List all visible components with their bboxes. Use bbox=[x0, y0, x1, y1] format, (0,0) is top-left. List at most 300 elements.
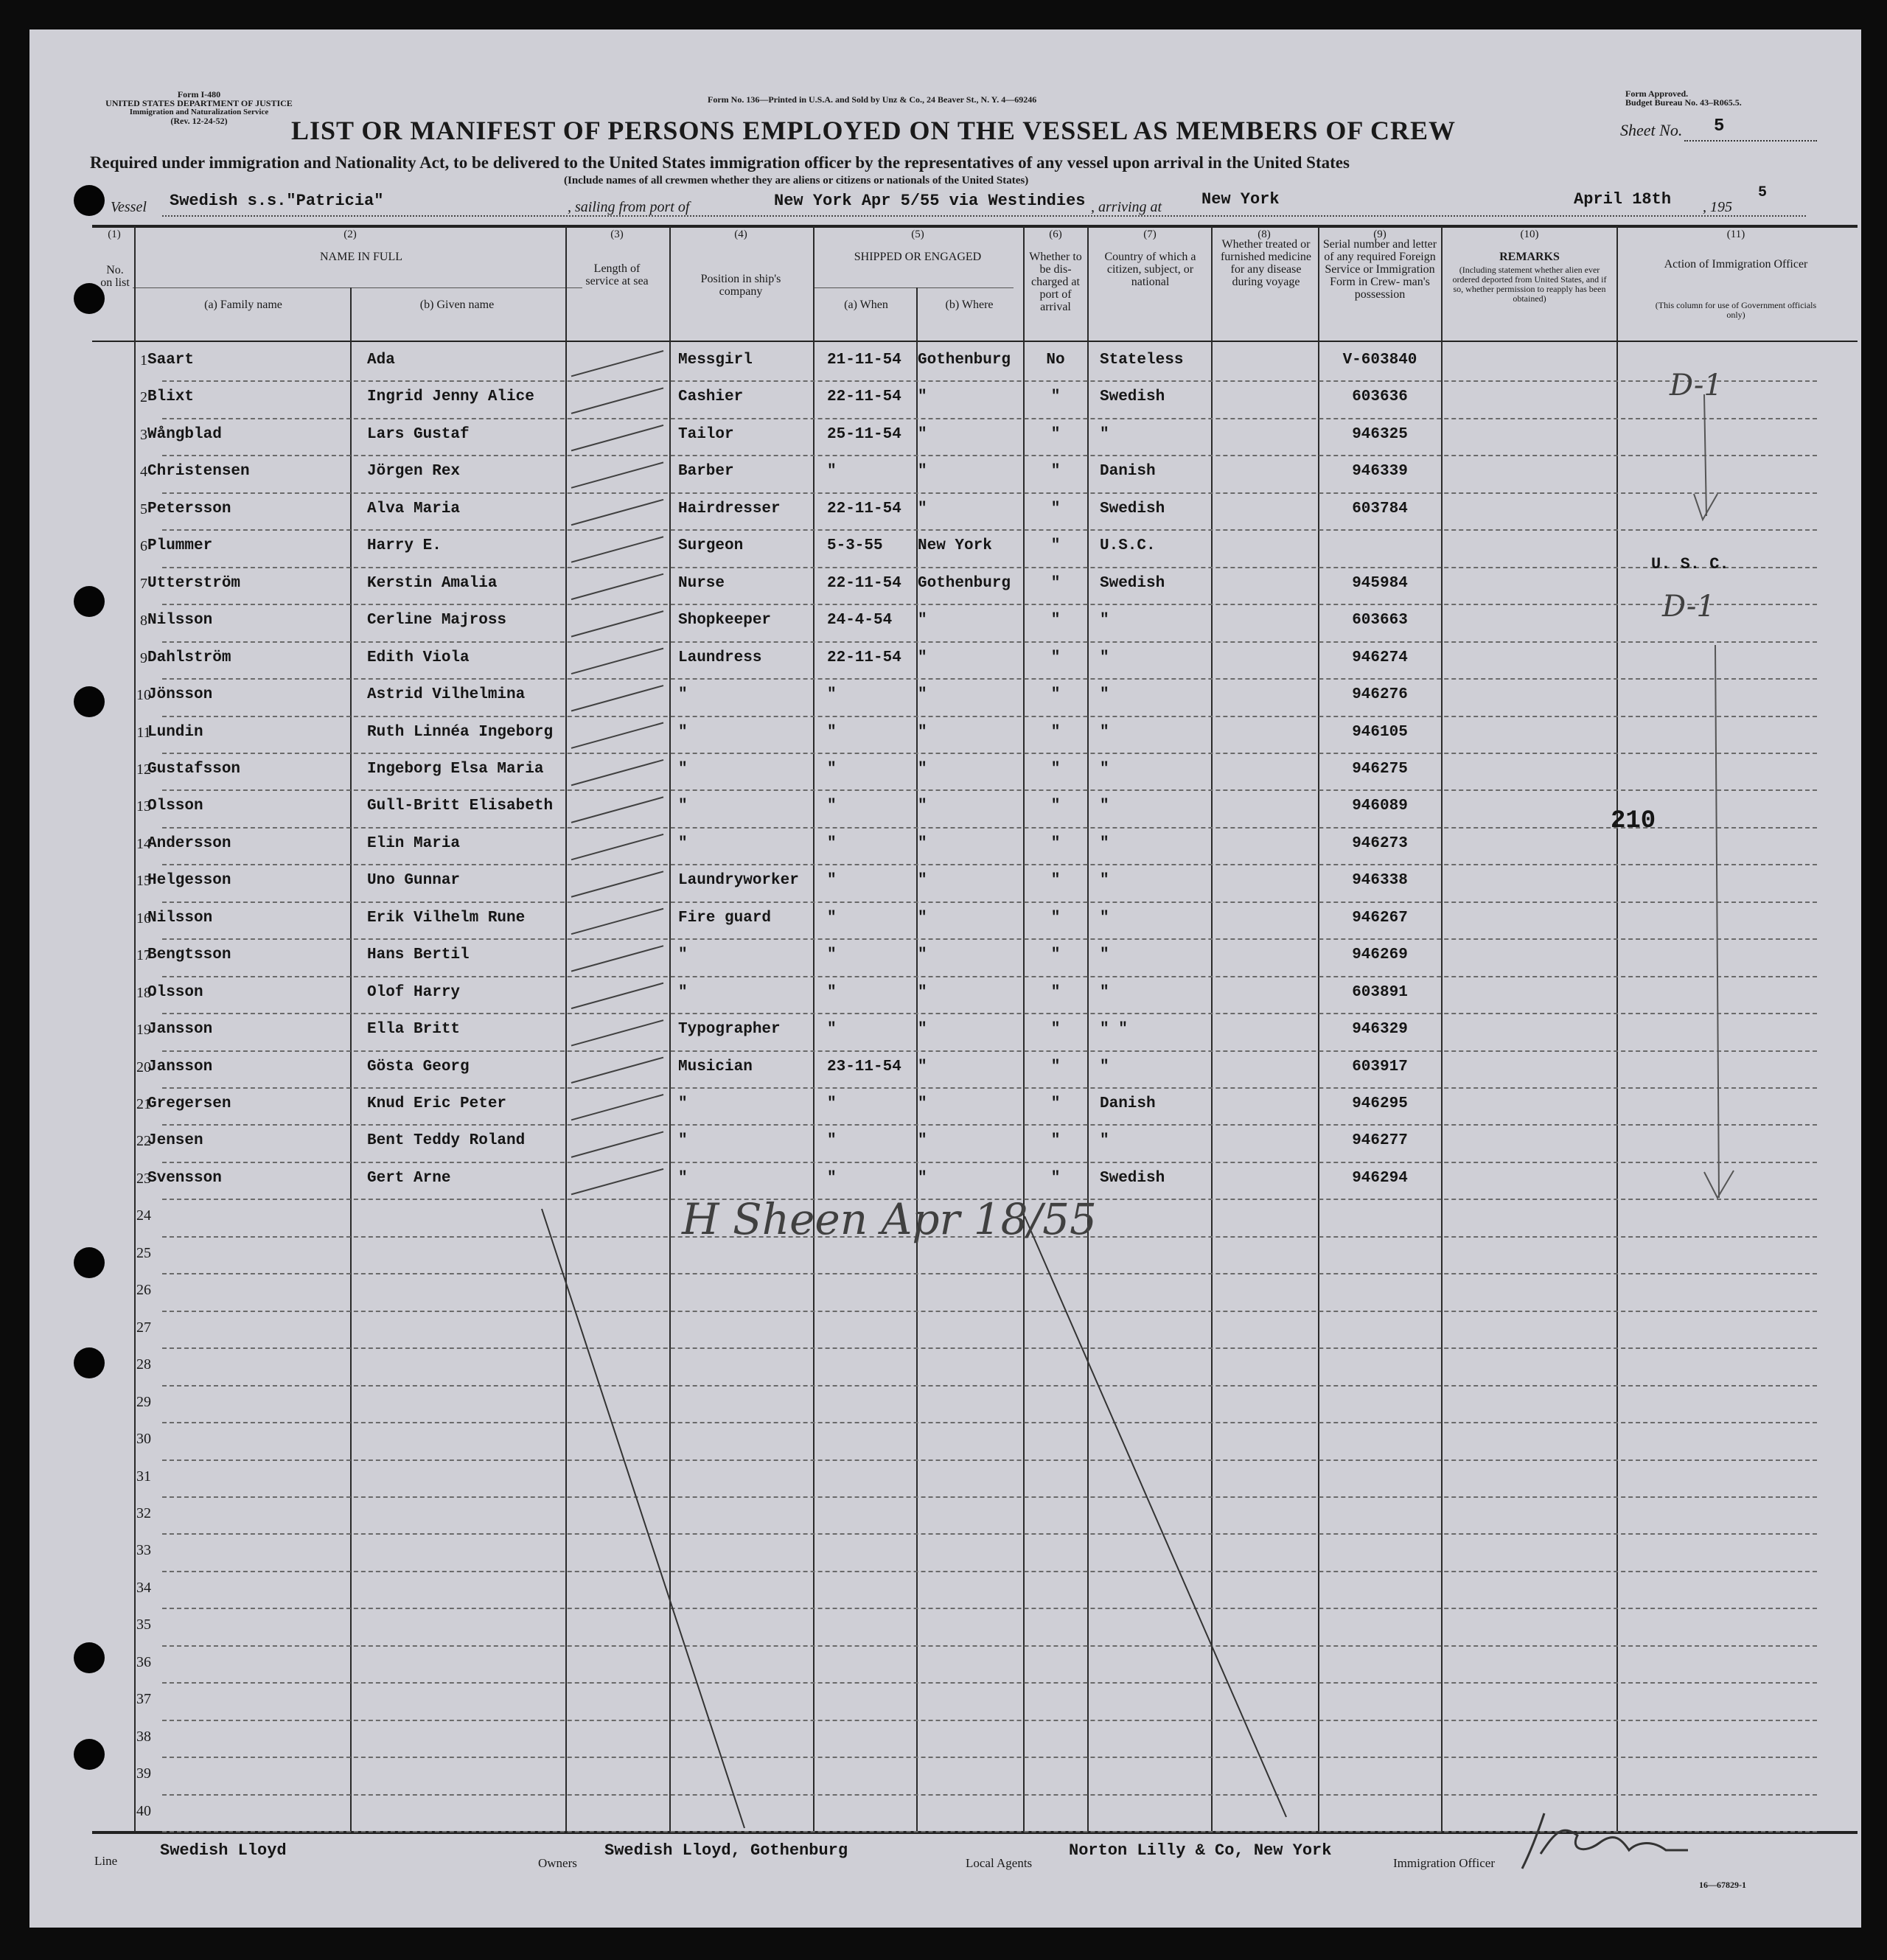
vessel-label: Vessel bbox=[111, 199, 147, 215]
cell-disch: " bbox=[1050, 425, 1061, 443]
row-number: 32 bbox=[136, 1504, 151, 1521]
row-number: 11 bbox=[136, 724, 151, 741]
cell-country: Swedish bbox=[1100, 388, 1165, 406]
header-given-name: (b) Given name bbox=[419, 299, 495, 311]
row-number: 33 bbox=[136, 1542, 151, 1559]
cell-position: Musician bbox=[678, 1058, 753, 1075]
binder-hole bbox=[74, 1739, 105, 1770]
cell-where: " bbox=[918, 723, 927, 741]
cell-where: Gothenburg bbox=[918, 352, 1011, 369]
cell-given: Lars Gustaf bbox=[367, 425, 470, 443]
cell-when: 22-11-54 bbox=[827, 649, 901, 666]
cell-when: " bbox=[827, 1169, 837, 1187]
length-of-service-slash bbox=[571, 425, 663, 450]
cell-position: " bbox=[678, 983, 688, 1001]
colnum-6: (6) bbox=[1049, 229, 1062, 240]
cell-country: " bbox=[1100, 649, 1109, 666]
row-number: 14 bbox=[136, 835, 151, 852]
cell-given: Cerline Majross bbox=[367, 612, 507, 629]
cell-country: " bbox=[1100, 872, 1109, 890]
cell-disch: " bbox=[1050, 834, 1061, 852]
row-number: 37 bbox=[136, 1691, 151, 1708]
cell-given: Gert Arne bbox=[367, 1169, 451, 1187]
port-of-departure: New York Apr 5/55 via Westindies bbox=[774, 192, 1086, 210]
cell-family: Gustafsson bbox=[147, 760, 241, 778]
cell-family: Helgesson bbox=[147, 872, 231, 890]
cell-family: Plummer bbox=[147, 537, 213, 555]
action-usc: U. S. C. bbox=[1651, 555, 1729, 573]
cell-given: Jörgen Rex bbox=[367, 463, 461, 481]
cell-position: " bbox=[678, 686, 688, 704]
cell-given: Uno Gunnar bbox=[367, 872, 461, 890]
cell-disch: " bbox=[1050, 909, 1061, 927]
length-of-service-slash bbox=[571, 1020, 663, 1045]
binder-hole bbox=[74, 283, 105, 314]
row-number: 3 bbox=[140, 426, 147, 443]
cell-serial: 946339 bbox=[1352, 463, 1408, 481]
cell-serial: 946105 bbox=[1352, 723, 1408, 741]
cell-country: " bbox=[1100, 798, 1109, 815]
header-remarks: REMARKS bbox=[1499, 251, 1560, 263]
cell-family: Nilsson bbox=[147, 612, 213, 629]
cell-country: " bbox=[1100, 723, 1109, 741]
cell-serial: 603663 bbox=[1352, 612, 1408, 629]
binder-hole bbox=[74, 1347, 105, 1378]
cell-family: Lundin bbox=[147, 723, 203, 741]
page-title: LIST OR MANIFEST OF PERSONS EMPLOYED ON THE VESSEL AS MEMBERS OF CREW bbox=[291, 116, 1456, 145]
binder-hole bbox=[74, 586, 105, 617]
row-number: 5 bbox=[140, 501, 147, 517]
header-when: (a) When bbox=[844, 299, 888, 311]
row-number: 17 bbox=[136, 947, 151, 964]
cell-country: Swedish bbox=[1100, 1169, 1165, 1187]
row-number: 40 bbox=[136, 1802, 151, 1819]
cell-position: Fire guard bbox=[678, 909, 772, 927]
cell-country: Swedish bbox=[1100, 500, 1165, 517]
cell-serial: 946338 bbox=[1352, 872, 1408, 890]
row-number: 28 bbox=[136, 1356, 151, 1373]
cell-given: Bent Teddy Roland bbox=[367, 1132, 526, 1150]
cell-serial: 603784 bbox=[1352, 500, 1408, 517]
cell-position: " bbox=[678, 760, 688, 778]
cell-country: " bbox=[1100, 1058, 1109, 1075]
cell-country: " bbox=[1100, 946, 1109, 964]
cell-country: " bbox=[1100, 983, 1109, 1001]
row-number: 29 bbox=[136, 1393, 151, 1410]
cell-when: 25-11-54 bbox=[827, 425, 901, 443]
arrival-date: April 18th bbox=[1574, 190, 1672, 209]
cell-disch: " bbox=[1050, 1095, 1061, 1112]
cell-when: 22-11-54 bbox=[827, 388, 901, 406]
colnum-2: (2) bbox=[343, 229, 357, 240]
cell-where: " bbox=[918, 612, 927, 629]
cell-position: " bbox=[678, 1132, 688, 1150]
manifest-sheet bbox=[29, 29, 1861, 1928]
cell-where: " bbox=[918, 425, 927, 443]
row-number: 13 bbox=[136, 798, 151, 815]
colnum-5: (5) bbox=[911, 229, 924, 240]
cell-given: Kerstin Amalia bbox=[367, 574, 498, 592]
cell-position: " bbox=[678, 723, 688, 741]
row-number: 27 bbox=[136, 1319, 151, 1336]
cell-position: " bbox=[678, 1095, 688, 1112]
cell-serial: 603636 bbox=[1352, 388, 1408, 406]
cell-family: Blixt bbox=[147, 388, 195, 406]
cell-serial: 946267 bbox=[1352, 909, 1408, 927]
cell-disch: " bbox=[1050, 463, 1061, 481]
year-label: , 195 bbox=[1703, 199, 1732, 215]
cell-position: Hairdresser bbox=[678, 500, 781, 517]
cell-given: Edith Viola bbox=[367, 649, 470, 666]
row-number: 15 bbox=[136, 873, 151, 890]
cell-family: Andersson bbox=[147, 834, 231, 852]
cell-where: " bbox=[918, 872, 927, 890]
cell-disch: " bbox=[1050, 1021, 1061, 1039]
cell-family: Petersson bbox=[147, 500, 231, 517]
row-number: 25 bbox=[136, 1244, 151, 1261]
cell-given: Olof Harry bbox=[367, 983, 461, 1001]
row-number: 35 bbox=[136, 1617, 151, 1633]
cell-where: " bbox=[918, 500, 927, 517]
row-number: 20 bbox=[136, 1059, 151, 1075]
cell-disch: " bbox=[1050, 1132, 1061, 1150]
form-subtitle: Required under immigration and Nationality Act, to be delivered to the United States immigration officer by the representatives of any vessel upon arrival in the United States bbox=[90, 153, 1350, 172]
cell-given: Ingeborg Elsa Maria bbox=[367, 760, 544, 778]
row-number: 19 bbox=[136, 1022, 151, 1039]
cell-family: Wångblad bbox=[147, 425, 222, 443]
cell-when: 21-11-54 bbox=[827, 352, 901, 369]
footer-print-code: 16—67829-1 bbox=[1699, 1880, 1746, 1890]
cell-family: Christensen bbox=[147, 463, 250, 481]
budget-bureau: Budget Bureau No. 43–R065.5. bbox=[1625, 97, 1742, 108]
action-d1-mid: D-1 bbox=[1662, 590, 1715, 624]
cell-serial: 603917 bbox=[1352, 1058, 1408, 1075]
cell-where: " bbox=[918, 1169, 927, 1187]
sailing-label: , sailing from port of bbox=[568, 199, 690, 215]
header-name-in-full: NAME IN FULL bbox=[320, 251, 402, 263]
length-of-service-slash bbox=[571, 1169, 663, 1194]
cell-position: Laundress bbox=[678, 649, 762, 666]
cell-serial: 946089 bbox=[1352, 798, 1408, 815]
length-of-service-slash bbox=[571, 1058, 663, 1083]
length-of-service-slash bbox=[571, 537, 663, 562]
footer-line-label: Line bbox=[94, 1854, 118, 1868]
cell-disch: " bbox=[1050, 612, 1061, 629]
action-d1-top: D-1 bbox=[1670, 369, 1723, 402]
cell-serial: 946275 bbox=[1352, 760, 1408, 778]
cell-family: Jansson bbox=[147, 1021, 213, 1039]
cell-country: Danish bbox=[1100, 1095, 1156, 1112]
cell-serial: 946277 bbox=[1352, 1132, 1408, 1150]
length-of-service-slash bbox=[571, 1131, 663, 1157]
cell-serial: 946274 bbox=[1352, 649, 1408, 666]
vessel-name: Swedish s.s."Patricia" bbox=[170, 192, 384, 210]
cell-where: " bbox=[918, 649, 927, 666]
cell-position: Surgeon bbox=[678, 537, 744, 555]
footer-agents-label: Local Agents bbox=[966, 1856, 1033, 1870]
department-line: UNITED STATES DEPARTMENT OF JUSTICE bbox=[105, 98, 293, 108]
cell-where: New York bbox=[918, 537, 992, 555]
cell-where: " bbox=[918, 388, 927, 406]
cell-serial: V-603840 bbox=[1342, 352, 1417, 369]
length-of-service-slash bbox=[571, 500, 663, 525]
cell-disch: " bbox=[1050, 574, 1061, 592]
cell-where: " bbox=[918, 1021, 927, 1039]
binder-hole bbox=[74, 1642, 105, 1673]
cell-position: " bbox=[678, 946, 688, 964]
cell-when: " bbox=[827, 872, 837, 890]
length-of-service-slash bbox=[571, 760, 663, 785]
cell-position: Messgirl bbox=[678, 352, 753, 369]
cell-disch: " bbox=[1050, 723, 1061, 741]
cell-when: " bbox=[827, 1021, 837, 1039]
length-of-service-slash bbox=[571, 834, 663, 859]
cell-family: Gregersen bbox=[147, 1095, 231, 1112]
length-of-service-slash bbox=[571, 723, 663, 748]
cell-family: Olsson bbox=[147, 798, 203, 815]
form-id: Form I-480 bbox=[177, 89, 221, 100]
row-number: 2 bbox=[140, 389, 147, 406]
row-number: 10 bbox=[136, 687, 151, 704]
cell-serial: 946294 bbox=[1352, 1169, 1408, 1187]
cell-disch: " bbox=[1050, 946, 1061, 964]
cell-when: 5-3-55 bbox=[827, 537, 883, 555]
cell-given: Alva Maria bbox=[367, 500, 461, 517]
row-number: 30 bbox=[136, 1431, 151, 1448]
cell-where: " bbox=[918, 1095, 927, 1112]
cell-disch: " bbox=[1050, 500, 1061, 517]
cell-given: Gösta Georg bbox=[367, 1058, 470, 1075]
row-number: 24 bbox=[136, 1207, 151, 1224]
cell-disch: " bbox=[1050, 798, 1061, 815]
cell-when: " bbox=[827, 1095, 837, 1112]
form-note: (Include names of all crewmen whether they are aliens or citizens or nationals of the United States) bbox=[564, 175, 1029, 186]
cell-when: 24-4-54 bbox=[827, 612, 893, 629]
printer-line: Form No. 136—Printed in U.S.A. and Sold by Unz & Co., 24 Beaver St., N. Y. 4—69246 bbox=[708, 94, 1037, 105]
cell-given: Elin Maria bbox=[367, 834, 461, 852]
cell-given: Hans Bertil bbox=[367, 946, 470, 964]
cell-disch: No bbox=[1046, 352, 1065, 369]
footer-owners: Swedish Lloyd, Gothenburg bbox=[604, 1841, 848, 1860]
row-number: 23 bbox=[136, 1170, 151, 1187]
cell-when: " bbox=[827, 909, 837, 927]
colnum-3: (3) bbox=[610, 229, 624, 240]
row-number: 16 bbox=[136, 910, 151, 927]
cell-disch: " bbox=[1050, 983, 1061, 1001]
cell-position: Cashier bbox=[678, 388, 744, 406]
stamp-210: 210 bbox=[1611, 807, 1656, 835]
cell-where: " bbox=[918, 909, 927, 927]
row-number: 12 bbox=[136, 761, 151, 778]
footer-officer-label: Immigration Officer bbox=[1393, 1856, 1496, 1870]
cell-given: Astrid Vilhelmina bbox=[367, 686, 526, 704]
row-number: 22 bbox=[136, 1133, 151, 1150]
cell-given: Erik Vilhelm Rune bbox=[367, 909, 526, 927]
row-number: 4 bbox=[140, 464, 147, 481]
row-number: 1 bbox=[140, 352, 147, 369]
void-line-left bbox=[542, 1209, 744, 1828]
cell-given: Ruth Linnéa Ingeborg bbox=[367, 723, 554, 741]
length-of-service-slash bbox=[571, 797, 663, 822]
row-number: 36 bbox=[136, 1653, 151, 1670]
cell-family: Svensson bbox=[147, 1169, 222, 1187]
cell-country: Stateless bbox=[1100, 352, 1184, 369]
header-serial-number: Serial number and letter of any required Foreign Service or Immigration Form in Crew- man's possession bbox=[1322, 238, 1437, 301]
length-of-service-slash bbox=[571, 1095, 663, 1120]
form-approved: Form Approved. bbox=[1625, 88, 1689, 99]
cell-country: " bbox=[1100, 1132, 1109, 1150]
cell-country: " bbox=[1100, 909, 1109, 927]
service-line: Immigration and Naturalization Service bbox=[129, 108, 269, 116]
cell-family: Bengtsson bbox=[147, 946, 231, 964]
length-of-service-slash bbox=[571, 649, 663, 674]
cell-when: " bbox=[827, 946, 837, 964]
cell-where: " bbox=[918, 946, 927, 964]
cell-disch: " bbox=[1050, 760, 1061, 778]
header-action: Action of Immigration Officer bbox=[1664, 258, 1808, 271]
cell-family: Dahlström bbox=[147, 649, 231, 666]
row-number: 26 bbox=[136, 1282, 151, 1299]
cell-given: Knud Eric Peter bbox=[367, 1095, 507, 1112]
header-action-note: (This column for use of Government officials only) bbox=[1655, 300, 1817, 320]
cell-when: 22-11-54 bbox=[827, 500, 901, 517]
cell-country: " " bbox=[1100, 1021, 1128, 1039]
length-of-service-marks bbox=[29, 29, 1861, 1928]
row-number: 38 bbox=[136, 1728, 151, 1745]
header-where: (b) Where bbox=[945, 299, 994, 311]
cell-given: Ingrid Jenny Alice bbox=[367, 388, 534, 406]
row-number: 34 bbox=[136, 1579, 151, 1596]
cell-country: Danish bbox=[1100, 463, 1156, 481]
cell-position: Shopkeeper bbox=[678, 612, 772, 629]
cell-disch: " bbox=[1050, 537, 1061, 555]
cell-serial: 946329 bbox=[1352, 1021, 1408, 1039]
cell-serial: 603891 bbox=[1352, 983, 1408, 1001]
cell-disch: " bbox=[1050, 388, 1061, 406]
header-country: Country of which a citizen, subject, or national bbox=[1104, 251, 1196, 288]
cell-disch: " bbox=[1050, 872, 1061, 890]
cell-given: Ada bbox=[367, 352, 395, 369]
cell-position: Barber bbox=[678, 463, 734, 481]
binder-hole bbox=[74, 686, 105, 717]
officer-initials-signature bbox=[1511, 1810, 1703, 1876]
cell-when: " bbox=[827, 1132, 837, 1150]
length-of-service-slash bbox=[571, 574, 663, 599]
colnum-9: (9) bbox=[1373, 229, 1387, 240]
colnum-4: (4) bbox=[734, 229, 747, 240]
colnum-10: (10) bbox=[1520, 229, 1539, 240]
cell-country: Swedish bbox=[1100, 574, 1165, 592]
header-shipped-or-engaged: SHIPPED OR ENGAGED bbox=[854, 251, 982, 263]
cell-family: Jansson bbox=[147, 1058, 213, 1075]
row-number: 31 bbox=[136, 1468, 151, 1485]
cell-serial: 946276 bbox=[1352, 686, 1408, 704]
header-medicine: Whether treated or furnished medicine for any disease during voyage bbox=[1220, 238, 1312, 288]
sheet-label: Sheet No. bbox=[1620, 121, 1683, 139]
cell-given: Harry E. bbox=[367, 537, 442, 555]
length-of-service-slash bbox=[571, 611, 663, 636]
row-number: 9 bbox=[140, 649, 147, 666]
cell-when: " bbox=[827, 983, 837, 1001]
cell-family: Olsson bbox=[147, 983, 203, 1001]
header-position: Position in ship's company bbox=[700, 273, 781, 298]
cell-disch: " bbox=[1050, 649, 1061, 666]
cell-serial: 946269 bbox=[1352, 946, 1408, 964]
action-arrow-upper bbox=[1704, 394, 1706, 516]
cell-family: Jensen bbox=[147, 1132, 203, 1150]
arriving-label: , arriving at bbox=[1091, 199, 1162, 215]
footer-line: Swedish Lloyd bbox=[160, 1841, 287, 1860]
header-discharged: Whether to be dis- charged at port of arrival bbox=[1029, 251, 1082, 313]
cell-where: " bbox=[918, 983, 927, 1001]
cell-where: " bbox=[918, 686, 927, 704]
cell-country: " bbox=[1100, 760, 1109, 778]
colnum-8: (8) bbox=[1258, 229, 1271, 240]
cell-country: " bbox=[1100, 612, 1109, 629]
length-of-service-slash bbox=[571, 462, 663, 487]
arrival-port: New York bbox=[1201, 190, 1280, 209]
cell-position: " bbox=[678, 798, 688, 815]
cell-when: 23-11-54 bbox=[827, 1058, 901, 1075]
length-of-service-slash bbox=[571, 686, 663, 711]
header-remarks-note: (Including statement whether alien ever ordered deported from United States, and if so, whether permission to reapply has been obtained) bbox=[1452, 265, 1607, 304]
row-number: 18 bbox=[136, 984, 151, 1001]
cell-when: 22-11-54 bbox=[827, 574, 901, 592]
cell-serial: 946325 bbox=[1352, 425, 1408, 443]
row-number: 6 bbox=[140, 538, 147, 555]
length-of-service-slash bbox=[571, 388, 663, 413]
header-family-name: (a) Family name bbox=[204, 299, 282, 311]
cell-when: " bbox=[827, 760, 837, 778]
sheet-number: 5 bbox=[1714, 116, 1725, 136]
cell-disch: " bbox=[1050, 686, 1061, 704]
cell-where: " bbox=[918, 1058, 927, 1075]
action-arrow-lower bbox=[1715, 645, 1719, 1198]
footer-agents: Norton Lilly & Co, New York bbox=[1069, 1841, 1332, 1860]
row-number: 39 bbox=[136, 1765, 151, 1782]
length-of-service-slash bbox=[571, 946, 663, 971]
cell-when: " bbox=[827, 686, 837, 704]
officer-signature: H Sheen Apr 18/55 bbox=[682, 1194, 1097, 1244]
header-length-of-service: Length of service at sea bbox=[585, 262, 649, 287]
cell-serial: 945984 bbox=[1352, 574, 1408, 592]
cell-position: Nurse bbox=[678, 574, 725, 592]
cell-where: " bbox=[918, 1132, 927, 1150]
row-number: 21 bbox=[136, 1096, 151, 1112]
binder-hole bbox=[74, 1247, 105, 1278]
cell-when: " bbox=[827, 798, 837, 815]
cell-position: Tailor bbox=[678, 425, 734, 443]
row-number: 8 bbox=[140, 613, 147, 629]
cell-where: " bbox=[918, 463, 927, 481]
cell-given: Ella Britt bbox=[367, 1021, 461, 1039]
void-line-right bbox=[1025, 1216, 1286, 1817]
cell-disch: " bbox=[1050, 1058, 1061, 1075]
cell-serial: 946295 bbox=[1352, 1095, 1408, 1112]
cell-where: " bbox=[918, 834, 927, 852]
header-no: No. on list bbox=[100, 264, 130, 289]
cell-country: " bbox=[1100, 834, 1109, 852]
footer-owners-label: Owners bbox=[538, 1856, 577, 1870]
length-of-service-slash bbox=[571, 871, 663, 896]
colnum-11: (11) bbox=[1726, 229, 1745, 240]
cell-given: Gull-Britt Elisabeth bbox=[367, 798, 554, 815]
revision-date: (Rev. 12-24-52) bbox=[170, 116, 228, 126]
cell-position: " bbox=[678, 834, 688, 852]
cell-position: Laundryworker bbox=[678, 872, 799, 890]
cell-country: " bbox=[1100, 686, 1109, 704]
length-of-service-slash bbox=[571, 351, 663, 376]
